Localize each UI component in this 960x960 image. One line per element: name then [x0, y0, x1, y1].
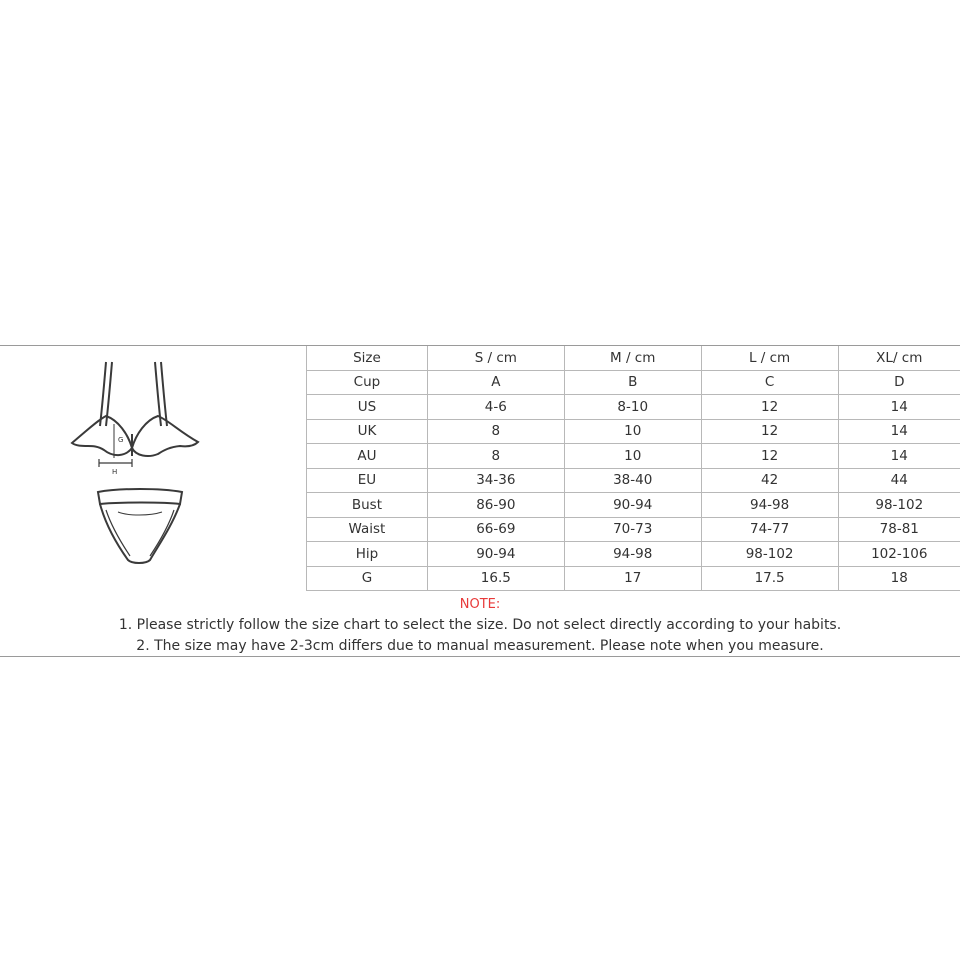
row-label-cell: US — [307, 395, 428, 420]
table-cell: 66-69 — [427, 517, 564, 542]
h-label: H — [112, 468, 118, 476]
table-cell: 8 — [427, 444, 564, 469]
table-cell: 8-10 — [564, 395, 701, 420]
row-label-cell: Cup — [307, 370, 428, 395]
note-line-2: 2. The size may have 2-3cm differs due to manual measurement. Please note when you measure. — [136, 638, 824, 654]
table-cell: 102-106 — [838, 542, 960, 567]
table-row — [307, 542, 960, 567]
table-cell: 14 — [838, 419, 960, 444]
table-cell: 10 — [564, 444, 701, 469]
table-row — [307, 493, 960, 518]
size-table — [306, 346, 960, 591]
table-header-row — [307, 346, 960, 370]
table-row — [307, 468, 960, 493]
table-cell: 17.5 — [701, 566, 838, 591]
table-cell: 98-102 — [701, 542, 838, 567]
table-cell: 42 — [701, 468, 838, 493]
row-label-cell: UK — [307, 419, 428, 444]
table-cell: 12 — [701, 444, 838, 469]
row-label-cell: Bust — [307, 493, 428, 518]
row-label-cell: AU — [307, 444, 428, 469]
table-cell: 16.5 — [427, 566, 564, 591]
table-cell: 14 — [838, 444, 960, 469]
header-cell: S / cm — [427, 346, 564, 370]
notes-section — [0, 595, 960, 657]
table-cell: 17 — [564, 566, 701, 591]
table-cell: 90-94 — [427, 542, 564, 567]
note-line-1: 1. Please strictly follow the size chart to select the size. Do not select directly according to your habits. — [118, 617, 842, 633]
row-label-cell: G — [307, 566, 428, 591]
table-cell: 94-98 — [564, 542, 701, 567]
table-row — [307, 566, 960, 591]
g-label: G — [118, 436, 124, 444]
size-chart-frame — [0, 345, 960, 657]
table-row — [307, 370, 960, 395]
note-title: NOTE: — [459, 597, 501, 612]
header-cell: Size — [307, 346, 428, 370]
bikini-top-icon — [72, 362, 198, 456]
table-cell: 14 — [838, 395, 960, 420]
swimsuit-illustration — [0, 346, 306, 594]
row-label-cell: Hip — [307, 542, 428, 567]
bikini-drawing — [0, 346, 306, 594]
bikini-bottom-icon — [98, 489, 182, 563]
table-cell: 44 — [838, 468, 960, 493]
header-cell: XL/ cm — [838, 346, 960, 370]
table-cell: 94-98 — [701, 493, 838, 518]
table-cell: B — [564, 370, 701, 395]
table-cell: 10 — [564, 419, 701, 444]
table-row — [307, 444, 960, 469]
table-cell: 12 — [701, 395, 838, 420]
table-cell: A — [427, 370, 564, 395]
table-cell: 34-36 — [427, 468, 564, 493]
row-label-cell: Waist — [307, 517, 428, 542]
table-cell: 8 — [427, 419, 564, 444]
table-cell: 98-102 — [838, 493, 960, 518]
table-cell: 74-77 — [701, 517, 838, 542]
table-cell: 86-90 — [427, 493, 564, 518]
table-cell: 4-6 — [427, 395, 564, 420]
table-row — [307, 395, 960, 420]
header-cell: L / cm — [701, 346, 838, 370]
table-cell: 70-73 — [564, 517, 701, 542]
header-cell: M / cm — [564, 346, 701, 370]
table-cell: 38-40 — [564, 468, 701, 493]
row-label-cell: EU — [307, 468, 428, 493]
table-cell: 78-81 — [838, 517, 960, 542]
table-row — [307, 517, 960, 542]
table-cell: 18 — [838, 566, 960, 591]
table-cell: C — [701, 370, 838, 395]
table-row — [307, 419, 960, 444]
table-cell: D — [838, 370, 960, 395]
table-cell: 90-94 — [564, 493, 701, 518]
table-cell: 12 — [701, 419, 838, 444]
